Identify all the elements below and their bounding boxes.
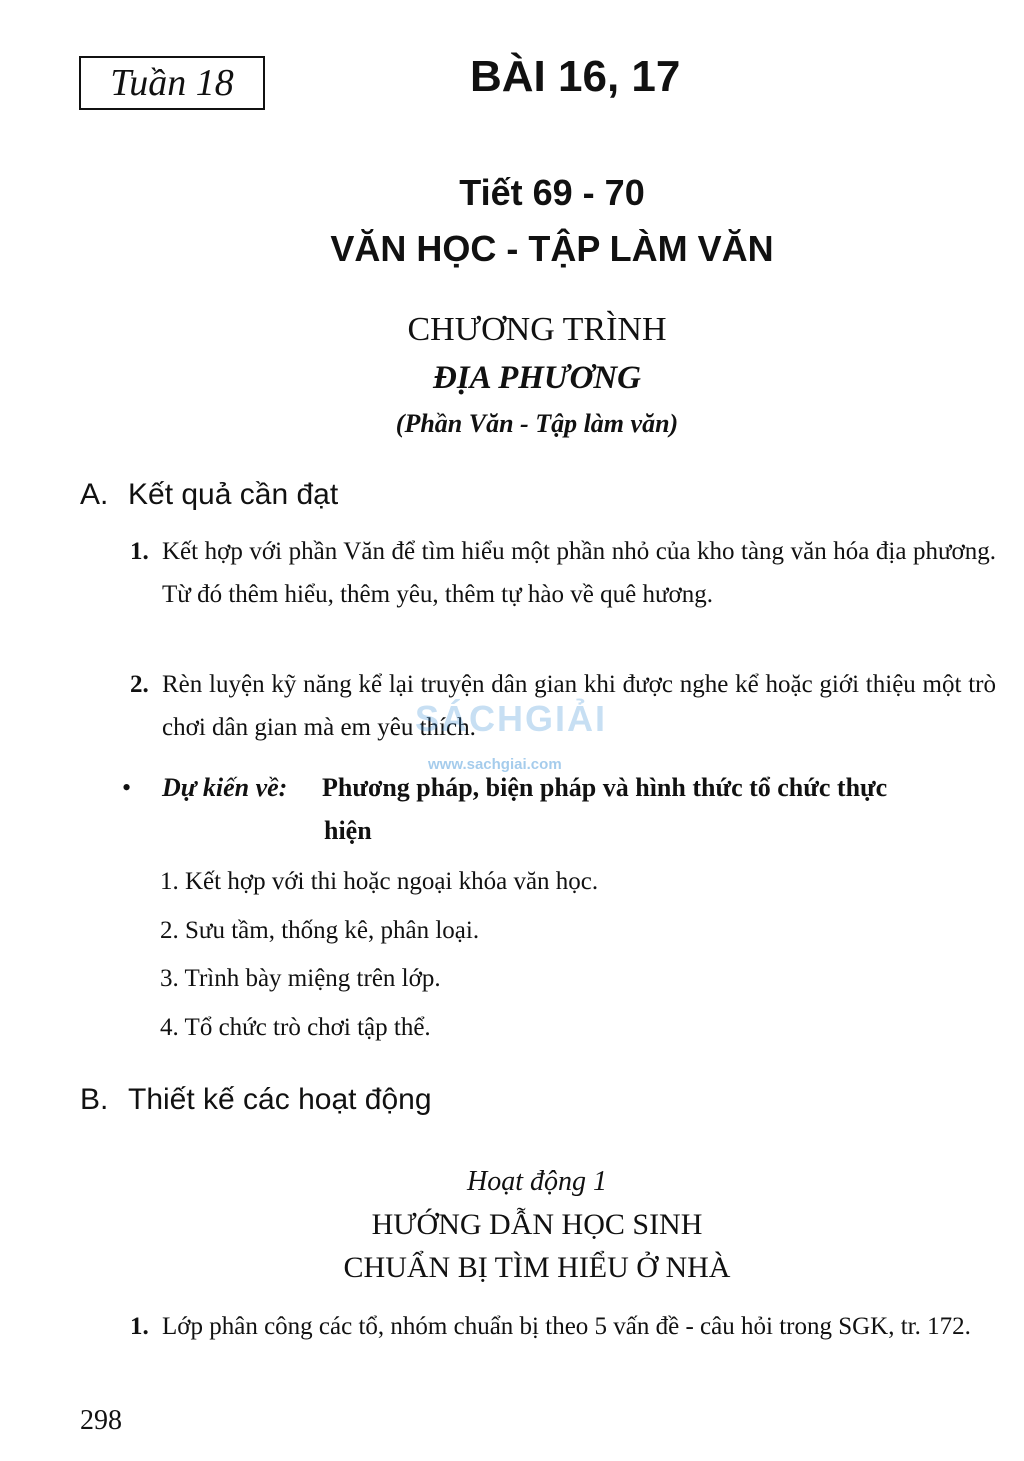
section-a-heading [80,478,338,512]
activity-title-line2: CHUẨN BỊ TÌM HIỂU Ở NHÀ [343,1251,731,1284]
method-item: 1. Kết hợp với thi hoặc ngoại khóa văn học. [160,868,599,895]
method-item: 4. Tổ chức trò chơi tập thể. [160,1013,431,1041]
watermark-url: www.sachgiai.com [428,756,562,773]
section-b-letter: B. [80,1083,109,1116]
bullet-text-line2: hiện [324,816,372,845]
item-text: Lớp phân công các tổ, nhóm chuẩn bị theo 5 vấn đề - câu hỏi trong SGK, tr. 172. [162,1313,971,1340]
section-a-letter: A. [80,478,109,511]
method-item: 3. Trình bày miệng trên lớp. [160,965,441,992]
bullet-lead: Dự kiến về: [162,773,288,802]
program-title-line2: ĐỊA PHƯƠNG [432,360,641,396]
bullet-icon: • [122,773,132,802]
program-subtitle: (Phần Văn - Tập làm văn) [395,409,679,438]
section-b-text: Thiết kế các hoạt động [128,1083,432,1116]
subject-title: VĂN HỌC - TẬP LÀM VĂN [330,228,774,269]
watermark-logo: SÁCHGIẢI [415,698,608,739]
item-number: 1. [130,538,149,565]
item-number: 2. [130,671,149,698]
item-text: Rèn luyện kỹ năng kể lại truyện dân gian khi được nghe kể hoặc giới thiệu một trò chơi dân gian mà em yêu thích. [162,671,996,741]
period-title: Tiết 69 - 70 [459,172,645,213]
program-title-line1: CHƯƠNG TRÌNH [407,311,667,348]
week-label-box: Tuần 18 [79,56,265,110]
item-text: Kết hợp với phần Văn để tìm hiểu một phần nhỏ của kho tàng văn hóa địa phương. Từ đó thêm hiểu, thêm yêu, thêm tự hào về quê hương. [162,538,996,608]
list-item [130,1305,996,1348]
bullet-item [122,766,996,852]
activity-title-line1: HƯỚNG DẪN HỌC SINH [371,1208,703,1241]
section-a-text: Kết quả cần đạt [128,478,339,511]
method-item: 2. Sưu tầm, thống kê, phân loại. [160,916,480,944]
activity-label: Hoạt động 1 [467,1166,607,1197]
lesson-title: BÀI 16, 17 [470,52,681,101]
item-number: 1. [130,1313,149,1340]
list-item [130,530,996,616]
page-number: 298 [80,1405,122,1436]
section-b-heading [80,1083,432,1117]
bullet-text-line1: Phương pháp, biện pháp và hình thức tổ chức thực [322,773,888,802]
method-list [160,860,598,1054]
